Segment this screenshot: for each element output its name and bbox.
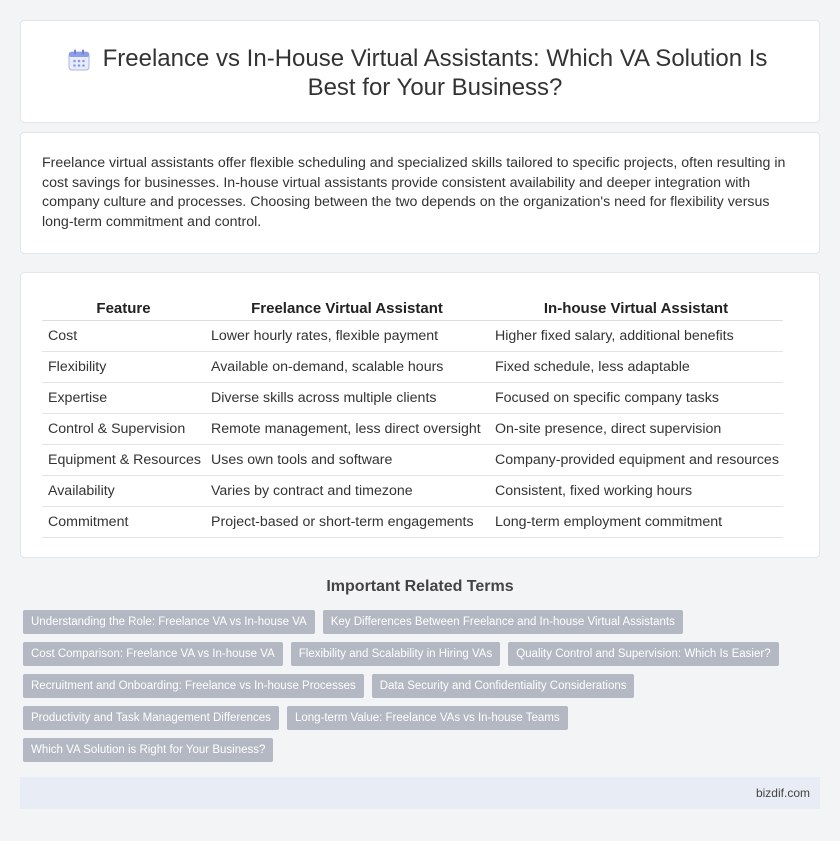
row-inhouse: Company-provided equipment and resources (489, 445, 783, 476)
row-inhouse: Long-term employment commitment (489, 507, 783, 538)
related-term-link[interactable]: Which VA Solution is Right for Your Business? (23, 738, 273, 762)
related-terms-list (23, 610, 803, 762)
row-freelance: Available on-demand, scalable hours (205, 352, 489, 383)
table-row (42, 414, 783, 445)
title-card (20, 20, 820, 123)
header-feature: Feature (42, 295, 205, 321)
row-feature: Control & Supervision (42, 414, 205, 445)
row-feature: Equipment & Resources (42, 445, 205, 476)
row-feature: Availability (42, 476, 205, 507)
row-freelance: Remote management, less direct oversight (205, 414, 489, 445)
header-freelance: Freelance Virtual Assistant (205, 295, 489, 321)
related-term-link[interactable]: Recruitment and Onboarding: Freelance vs In-house Processes (23, 674, 364, 698)
row-freelance: Uses own tools and software (205, 445, 489, 476)
related-term-link[interactable]: Quality Control and Supervision: Which Is Easier? (508, 642, 778, 666)
comparison-card (20, 272, 820, 558)
row-freelance: Lower hourly rates, flexible payment (205, 321, 489, 352)
related-term-link[interactable]: Understanding the Role: Freelance VA vs In-house VA (23, 610, 315, 634)
intro-card (20, 132, 820, 254)
row-freelance: Project-based or short-term engagements (205, 507, 489, 538)
related-term-link[interactable]: Long-term Value: Freelance VAs vs In-house Teams (287, 706, 568, 730)
related-terms-heading: Important Related Terms (326, 578, 514, 595)
row-inhouse: Higher fixed salary, additional benefits (489, 321, 783, 352)
related-term-link[interactable]: Flexibility and Scalability in Hiring VAs (291, 642, 500, 666)
related-term-link[interactable]: Productivity and Task Management Differences (23, 706, 279, 730)
row-inhouse: Consistent, fixed working hours (489, 476, 783, 507)
row-freelance: Diverse skills across multiple clients (205, 383, 489, 414)
row-freelance: Varies by contract and timezone (205, 476, 489, 507)
page-title: Freelance vs In-House Virtual Assistants: Which VA Solution Is Best for Your Business? (102, 45, 768, 101)
related-term-link[interactable]: Data Security and Confidentiality Considerations (372, 674, 635, 698)
row-feature: Cost (42, 321, 205, 352)
header-inhouse: In-house Virtual Assistant (489, 295, 783, 321)
intro-paragraph: Freelance virtual assistants offer flexible scheduling and specialized skills tailored to specific projects, often resulting in cost savings for businesses. In-house virtual assistants provide consistent availability and deeper integration with company culture and processes. Choosing between the two depends on the organization's need for flexibility versus long-term commitment and control. (42, 155, 786, 230)
row-feature: Flexibility (42, 352, 205, 383)
row-feature: Expertise (42, 383, 205, 414)
row-inhouse: On-site presence, direct supervision (489, 414, 783, 445)
table-row (42, 383, 783, 414)
table-row (42, 321, 783, 352)
footer (20, 777, 820, 809)
table-row (42, 476, 783, 507)
table-row (42, 352, 783, 383)
table-header-row (42, 295, 783, 321)
comparison-table (42, 295, 783, 538)
related-term-link[interactable]: Cost Comparison: Freelance VA vs In-house VA (23, 642, 283, 666)
table-row (42, 445, 783, 476)
table-row (42, 507, 783, 538)
related-term-link[interactable]: Key Differences Between Freelance and In-house Virtual Assistants (323, 610, 683, 634)
row-inhouse: Fixed schedule, less adaptable (489, 352, 783, 383)
row-inhouse: Focused on specific company tasks (489, 383, 783, 414)
site-credit[interactable]: bizdif.com (755, 786, 810, 800)
row-feature: Commitment (42, 507, 205, 538)
